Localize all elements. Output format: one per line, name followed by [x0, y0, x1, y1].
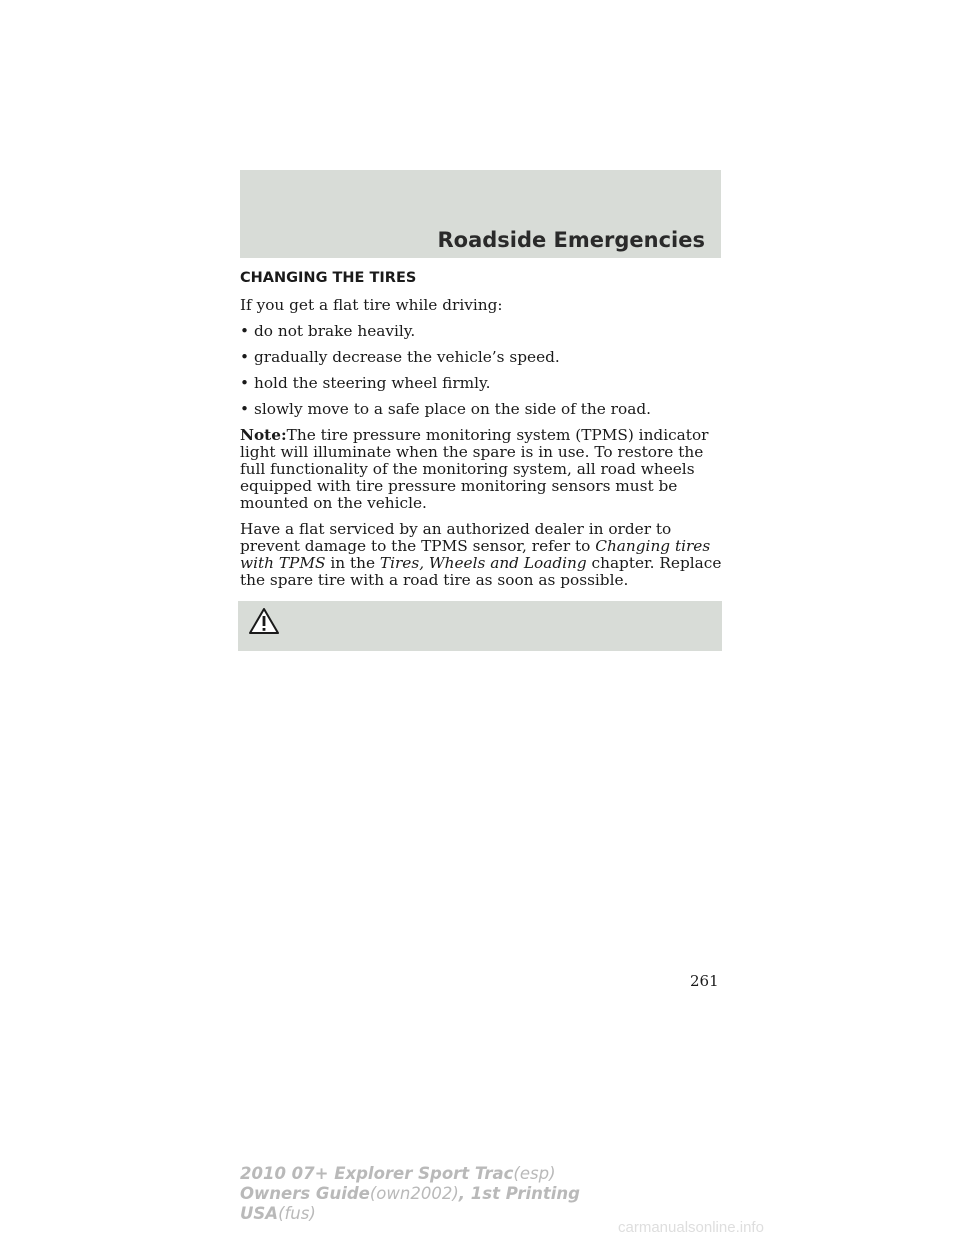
- note-text: The tire pressure monitoring system (TPMS) indicator light will illuminate when the spare is in use. To restore the full functionality of the monitoring system, all road wheels equipped with tire pressure monitoring sensors must be mounted on the vehicle.: [240, 426, 709, 512]
- footer-market: USA: [240, 1204, 279, 1223]
- list-item: • slowly move to a safe place on the side of the road.: [240, 400, 651, 418]
- footer-market-code: (fus): [278, 1204, 316, 1223]
- page-number: 261: [690, 972, 719, 990]
- warning-triangle-icon: [248, 607, 280, 635]
- list-item: • gradually decrease the vehicle’s speed.: [240, 348, 560, 366]
- page-content: [240, 270, 722, 664]
- footer-model-code: (esp): [513, 1164, 556, 1183]
- chapter-header-band: [240, 170, 721, 258]
- footer-guide-code: (own2002): [369, 1184, 459, 1203]
- footer-model: 2010 07+ Explorer Sport Trac: [240, 1164, 514, 1183]
- list-item: • do not brake heavily.: [240, 322, 416, 340]
- document-footer: [240, 1164, 580, 1224]
- warning-text-block: [250, 624, 712, 641]
- intro-text: If you get a flat tire while driving:: [240, 296, 503, 314]
- list-item: • hold the steering wheel firmly.: [240, 374, 491, 392]
- cross-reference: Tires, Wheels and Loading: [379, 554, 587, 572]
- flat-service-paragraph: Have a flat serviced by an authorized dealer in order to prevent damage to the TPMS sensor, refer to Changing tires with TPMS in the Tires, Wheels and Loading chapter. Replace the spare tire with a road tire as soon as possible.: [240, 520, 722, 589]
- footer-printing: , 1st Printing: [458, 1184, 580, 1203]
- bullet-icon: •: [240, 348, 250, 366]
- bullet-list: [240, 323, 722, 418]
- warning-box: [238, 601, 722, 651]
- chapter-title: Roadside Emergencies: [437, 228, 705, 252]
- footer-guide: Owners Guide: [240, 1184, 370, 1203]
- bullet-icon: •: [240, 400, 250, 418]
- section-heading: CHANGING THE TIRES: [240, 270, 417, 286]
- watermark-text: carmanualsonline.info: [618, 1219, 764, 1236]
- cross-reference: Changing tires with TPMS: [240, 537, 711, 572]
- bullet-icon: •: [240, 374, 250, 392]
- note-label: Note:: [240, 426, 287, 444]
- note-paragraph: [240, 427, 722, 512]
- bullet-icon: •: [240, 322, 250, 340]
